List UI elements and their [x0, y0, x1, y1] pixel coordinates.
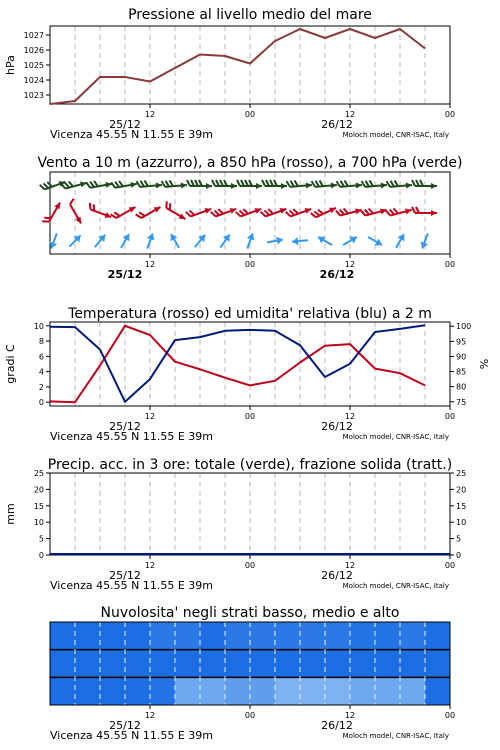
wind-barb-flag [312, 181, 316, 187]
cloud-cell [100, 622, 126, 650]
cloud-cell [200, 677, 226, 705]
wind-barb [137, 179, 163, 190]
x-tick-label: 00 [244, 561, 256, 570]
y-tick-label: 25 [33, 469, 44, 478]
wind-barb [211, 203, 238, 220]
wind-barb-flag [412, 207, 415, 213]
wind-barb-flag [69, 199, 76, 205]
x-tick-label: 00 [244, 412, 256, 421]
location-label: Vicenza 45.55 N 11.55 E 39m [50, 128, 213, 141]
date-label: 26/12 [321, 118, 353, 131]
cloud-cell [175, 677, 201, 705]
cloud-cell [125, 677, 151, 705]
y-tick-label-right: 90 [456, 352, 467, 362]
y-tick-label-right: 75 [456, 397, 467, 407]
cloud-cell [300, 677, 326, 705]
chart-title-pressure: Pressione al livello medio del mare [128, 7, 372, 23]
wind-barb-head [281, 183, 287, 189]
wind-barb [136, 202, 162, 222]
y-tick-label: 20 [33, 485, 44, 495]
cloud-cell [400, 622, 426, 650]
cloud-cell [175, 650, 201, 678]
cloud-cell [350, 622, 376, 650]
wind-barb-head [154, 204, 162, 212]
cloud-cell [400, 650, 426, 678]
model-credit: Moloch model, CNR-ISAC, Italy [342, 582, 449, 590]
wind-arrow-head [247, 232, 257, 240]
cloud-cell [225, 622, 251, 650]
x-tick-label: 00 [244, 711, 256, 720]
y-tick-label-right: 100 [456, 322, 472, 332]
wind-barb-flag [287, 181, 291, 187]
cloud-cell [50, 622, 76, 650]
x-tick-label: 12 [144, 412, 156, 421]
y-tick-label: 1025 [23, 61, 44, 70]
cloud-cell [200, 622, 226, 650]
y-tick-label: 8 [38, 337, 44, 347]
date-label: 25/12 [107, 268, 143, 281]
cloud-cell [150, 622, 176, 650]
wind-barb-head [381, 182, 388, 189]
x-tick-label: 00 [444, 412, 456, 421]
cloud-cell [250, 650, 276, 678]
cloud-cell [325, 622, 351, 650]
cloud-cell [75, 622, 101, 650]
chart-title-precip: Precip. acc. in 3 ore: totale (verde), frazione solida (tratt.) [47, 457, 453, 473]
x-tick-label: 12 [144, 260, 156, 269]
y-tick-label: 1027 [23, 31, 44, 40]
y-axis-label-right: % [478, 358, 491, 370]
cloud-cell [50, 677, 76, 705]
date-label: 26/12 [319, 268, 355, 281]
wind-barb [361, 204, 387, 219]
cloud-cell [225, 677, 251, 705]
wind-barb-flag [362, 181, 366, 187]
wind-barb-head [306, 182, 313, 189]
wind-barb-head [179, 213, 187, 221]
x-tick-label: 00 [444, 561, 456, 570]
cloud-cell [350, 677, 376, 705]
cloud-cell [375, 622, 401, 650]
date-label: 25/12 [109, 118, 141, 131]
wind-barb-flag [42, 219, 49, 225]
cloud-cell [325, 650, 351, 678]
wind-barb-head [356, 182, 363, 189]
y-tick-label-right: 5 [456, 534, 462, 544]
wind-barb [111, 202, 137, 222]
wind-barb-head [231, 183, 237, 189]
y-tick-label: 10 [33, 518, 44, 528]
chart-title-temp_rh: Temperatura (rosso) ed umidita' relativa (blu) a 2 m [68, 306, 432, 322]
y-tick-label: 0 [38, 398, 44, 408]
wind-barb-flag [162, 181, 166, 187]
x-tick-label: 00 [444, 711, 456, 720]
cloud-cell [350, 650, 376, 678]
wind-arrow-head [147, 232, 157, 240]
cloud-cell [200, 650, 226, 678]
cloud-cell [50, 650, 76, 678]
cloud-cell [150, 650, 176, 678]
cloud-cell [375, 677, 401, 705]
wind-barb [86, 178, 112, 191]
cloud-cell [125, 650, 151, 678]
cloud-cell [425, 677, 451, 705]
wind-arrow-head [419, 242, 429, 250]
wind-arrow-head [375, 239, 384, 249]
y-tick-label-right: 0 [456, 551, 462, 560]
wind-barb [48, 232, 61, 250]
x-tick-label: 00 [444, 110, 456, 119]
y-tick-label: 10 [33, 321, 44, 331]
x-tick-label: 00 [244, 260, 256, 269]
y-axis-label: mm [4, 503, 17, 525]
y-tick-label-right: 95 [456, 337, 467, 347]
y-tick-label-right: 10 [456, 518, 467, 528]
y-tick-label: 1023 [23, 91, 44, 100]
cloud-cell [275, 622, 301, 650]
x-tick-label: 12 [344, 561, 356, 570]
date-label: 25/12 [109, 569, 141, 582]
wind-barb-head [256, 183, 262, 189]
wind-barb [111, 178, 137, 191]
cloud-cell [400, 677, 426, 705]
wind-barb [236, 203, 263, 220]
wind-arrow-head [168, 232, 178, 241]
wind-barb-flag [137, 181, 141, 187]
wind-barb-head [129, 204, 137, 212]
x-tick-label: 12 [344, 711, 356, 720]
y-tick-label: 15 [33, 501, 44, 511]
cloud-cell [75, 650, 101, 678]
wind-arrow-head [350, 234, 359, 244]
wind-barb-flag [111, 182, 115, 188]
wind-barb-head [181, 182, 188, 189]
wind-barb [336, 204, 362, 219]
x-tick-label: 12 [144, 110, 156, 119]
model-credit: Moloch model, CNR-ISAC, Italy [342, 131, 449, 139]
wind-barb-head [75, 217, 83, 225]
wind-barb [66, 199, 86, 225]
wind-barb [162, 179, 188, 190]
wind-barb-head [406, 182, 413, 189]
wind-barb-flag [212, 180, 215, 186]
wind-arrow-head [398, 232, 408, 241]
wind-barb-head [331, 182, 338, 189]
date-label: 26/12 [321, 569, 353, 582]
chart-title-clouds: Nuvolosita' negli strati basso, medio e alto [100, 605, 400, 621]
cloud-cell [275, 650, 301, 678]
cloud-cell [250, 622, 276, 650]
x-tick-label: 12 [344, 260, 356, 269]
cloud-cell [425, 622, 451, 650]
model-credit: Moloch model, CNR-ISAC, Italy [342, 433, 449, 441]
wind-barb [287, 179, 313, 190]
cloud-cell [100, 650, 126, 678]
wind-barb [186, 203, 213, 220]
x-tick-label: 12 [344, 110, 356, 119]
x-tick-label: 12 [144, 561, 156, 570]
wind-barb-flag [262, 180, 265, 186]
wind-barb [386, 204, 412, 219]
model-credit: Moloch model, CNR-ISAC, Italy [342, 732, 449, 740]
wind-barb-flag [86, 182, 90, 188]
chart-title-wind: Vento a 10 m (azzurro), a 850 hPa (rosso), a 700 hPa (verde) [37, 155, 463, 171]
x-tick-label: 00 [244, 110, 256, 119]
cloud-cell [100, 677, 126, 705]
wind-barb-flag [387, 181, 391, 187]
y-tick-label: 1024 [23, 76, 44, 85]
wind-arrow-head [123, 232, 133, 241]
x-tick-label: 12 [344, 412, 356, 421]
wind-barb-head [54, 201, 62, 209]
date-label: 26/12 [321, 420, 353, 433]
date-label: 26/12 [321, 719, 353, 732]
y-axis-label: hPa [4, 55, 17, 75]
wind-barb-head [206, 183, 212, 189]
wind-barb [42, 200, 62, 226]
cloud-cell [375, 650, 401, 678]
wind-barb [286, 203, 313, 220]
y-tick-label-right: 20 [456, 485, 467, 495]
cloud-cell [225, 650, 251, 678]
location-label: Vicenza 45.55 N 11.55 E 39m [50, 579, 213, 592]
wind-barb-flag [237, 180, 240, 186]
wind-barb-flag [337, 181, 341, 187]
cloud-cell [75, 677, 101, 705]
cloud-cell [425, 650, 451, 678]
cloud-cell [175, 622, 201, 650]
wind-arrow-head [292, 237, 299, 245]
wind-barb-head [431, 183, 437, 189]
wind-barb-flag [187, 180, 190, 186]
y-tick-label-right: 25 [456, 469, 467, 478]
cloud-cell [125, 622, 151, 650]
y-tick-label: 2 [38, 382, 44, 392]
y-tick-label-right: 85 [456, 367, 467, 377]
wind-barb [337, 179, 363, 190]
y-tick-label: 0 [38, 551, 44, 560]
wind-barb [261, 203, 288, 220]
cloud-cell [300, 622, 326, 650]
y-tick-label: 5 [38, 534, 44, 544]
wind-barb [312, 179, 338, 190]
y-tick-label-right: 80 [456, 382, 467, 392]
y-tick-label: 4 [38, 367, 44, 377]
y-axis-label: gradi C [4, 344, 17, 384]
date-label: 25/12 [109, 420, 141, 433]
wind-barb [387, 179, 413, 190]
wind-barb-flag [412, 180, 415, 186]
cloud-cell [325, 677, 351, 705]
cloud-cell [150, 677, 176, 705]
cloud-cell [250, 677, 276, 705]
wind-arrow-head [316, 234, 325, 244]
wind-arrow-head [48, 242, 58, 250]
y-tick-label-right: 15 [456, 501, 467, 511]
date-label: 25/12 [109, 719, 141, 732]
x-tick-label: 12 [144, 711, 156, 720]
location-label: Vicenza 45.55 N 11.55 E 39m [50, 430, 213, 443]
cloud-cell [275, 677, 301, 705]
y-tick-label: 6 [38, 352, 44, 362]
wind-barb [311, 202, 337, 221]
wind-barb-flag [164, 201, 170, 208]
wind-barb-flag [88, 203, 93, 210]
wind-barb-head [156, 182, 163, 189]
pressure-line [50, 29, 425, 104]
location-label: Vicenza 45.55 N 11.55 E 39m [50, 729, 213, 742]
cloud-cell [300, 650, 326, 678]
y-tick-label: 1026 [23, 46, 44, 55]
wind-barb-head [431, 210, 437, 216]
wind-barb [362, 179, 388, 190]
wind-barb [61, 177, 87, 192]
x-tick-label: 00 [444, 260, 456, 269]
